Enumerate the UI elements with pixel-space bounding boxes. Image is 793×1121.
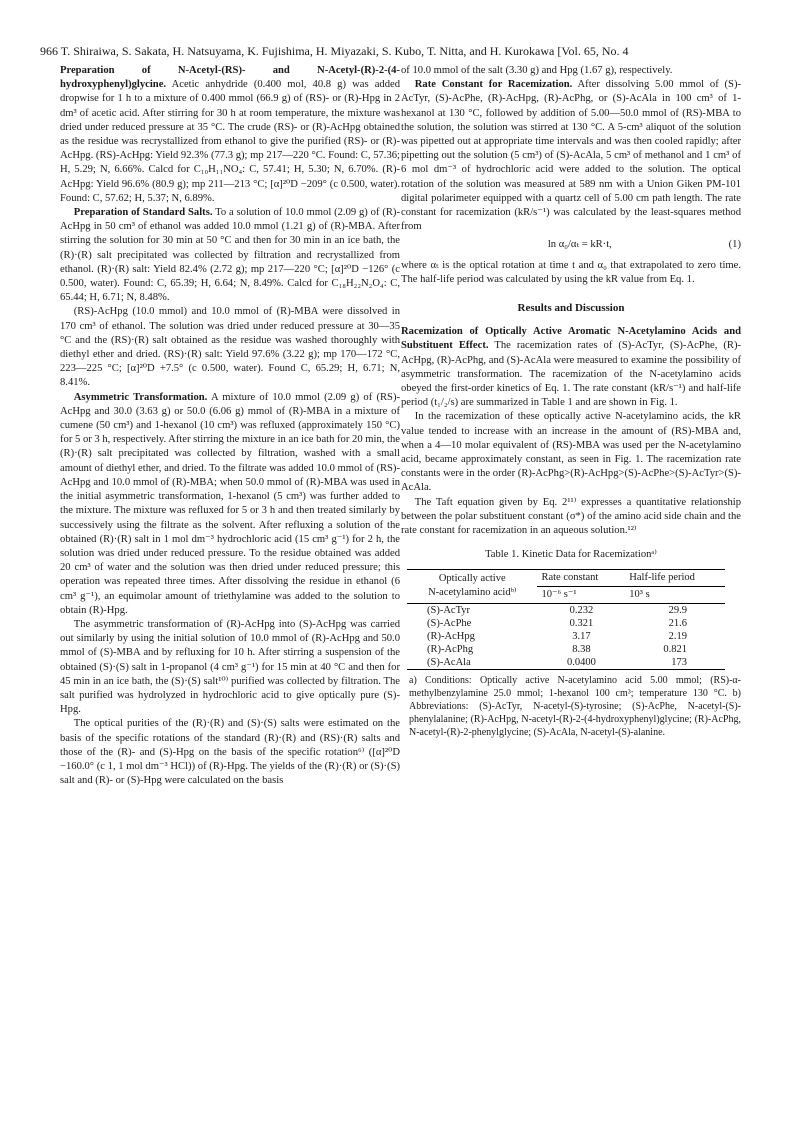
kinetic-data-table [407, 569, 725, 670]
table-footnote: a) Conditions: Optically active N-acetylamino acid 5.00 mmol; (RS)-α-methylbenzylamine 25.0 mmol; 1-hexanol 100 cm³; temperature 130 °C. b) Abbreviations: (S)-AcTyr, N-acetyl-(S)-tyrosine; (S)-AcPhe, N-acetyl-(S)-phenylalanine; (R)-AcHpg, N-acetyl-(R)-2-(4-hydroxyphenyl)glycine; (R)-AcPhg, N-acetyl-(R)-2-phenylglycine; (S)-AcAla, N-acetyl-(S)-alanine. [409, 674, 741, 738]
table-unit-half-life: 10³ s [625, 586, 725, 603]
paragraph-rate-constant [401, 78, 741, 234]
table-header-rate-constant: Rate constant [537, 569, 625, 586]
right-column [401, 64, 741, 739]
paragraph-text: The optical purities of the (R)·(R) and (S)·(S) salts were estimated on the basis of the specific rotations of the standard (R)·(R) and (RS)·(R) salts and those of the (R)- and (S)-Hpg on the basis of the specific rotation⁶⁾ ([α]²⁰D −160.0° (c 1, 1 mol dm⁻³ HCl)) of (R)-Hpg. The yields of the (R)·(R) or (S)·(S) salt and (R)- or (S)-Hpg were calculated on the basis [60, 718, 400, 787]
paragraph-after-equation: where αₜ is the optical rotation at time t and α₀ that extrapolated to zero time. The half-life period was calculated by using the kR value from Eq. 1. [401, 259, 741, 285]
paragraph-transformation-r-to-s [60, 618, 400, 717]
table-header-half-life: Half-life period [625, 569, 725, 586]
paragraph-rs-salt [60, 305, 400, 390]
paragraph-racemization [401, 325, 741, 410]
paragraph-text: The asymmetric transformation of (R)-AcHpg into (S)-AcHpg was carried out similarly by using the initial solution of 10.0 mmol of (R)-AcHpg and 50.0 mmol of (S)-MBA and by refluxing for 10 h. After stirring a suspension of the obtained (S)·(S) salt in 1-propanol (4 cm³ g⁻¹) for 15 min at 40 °C and then for 45 min in an ice bath, the (S)·(S) salt¹⁰⁾ purified was collected by filtration. The salt purified was hydrolyzed in hydrochloric acid to give optically pure (S)-Hpg. [60, 618, 400, 716]
equation-1 [401, 238, 741, 252]
table-header-compound: Optically active N-acetylamino acidᵇ⁾ [407, 569, 537, 603]
table-caption: Table 1. Kinetic Data for Racemizationᵃ⁾ [485, 549, 657, 561]
table-row: (R)-AcPhg 8.38 0.821 [427, 643, 687, 655]
paragraph-heading: Preparation of Standard Salts. [73, 207, 213, 219]
table-unit-rate-constant: 10⁻⁶ s⁻¹ [537, 586, 625, 603]
paragraph-taft: The Taft equation given by Eq. 2¹¹⁾ expresses a quantitative relationship between the polar substituent constant (σ*) of the amino acid side chain and the rate constant for racemization in an aqueous solution.¹²⁾ [401, 496, 741, 537]
paragraph-text: The racemization rates of (S)-AcTyr, (S)-AcPhe, (R)-AcHpg, (R)-AcPhg, and (S)-AcAla were measured to examine the possibility of asymmetric transformation. The racemization of the N-acetylamino acids obeyed the first-order kinetics of Eq. 1. The rate constant (kR/s⁻¹) and half-life period (t₁/₂/s) are summarized in Table 1 and are shown in Fig. 1. [401, 340, 741, 409]
paragraph-continuation: of 10.0 mmol of the salt (3.30 g) and Hpg (1.67 g), respectively. [401, 65, 673, 76]
paragraph-optical-purities [60, 717, 400, 788]
paragraph-standard-salts [60, 206, 400, 305]
paragraph-text: A mixture of 10.0 mmol (2.09 g) of (RS)-AcHpg and 30.0 (3.63 g) or 50.0 (6.06 g) mmol of (R)-MBA in a mixture of cumene (50 cm³) and 1-hexanol (10 cm³) was refluxed (approximately 150 °C) for 5 or 3 h, respectively. After stirring the mixture in an ice bath for 20 min, the (R)·(R) salt precipitated was collected by filtration, washed with a small amount of diethyl ether, and dried. To the filtrate was added 10.0 mmol of (RS)-AcHpg and 10.0 mmol of (R)-MBA; when 50.0 mmol of (R)-MBA was used in the initial asymmetric transformation, 1-hexanol (5 cm³) was further added to the mixture. The mixture was refluxed for 5 or 3 h and then treated similarly by successively using the filtrate as the solvent. After refluxing a solution of the obtained (R)·(R) salt in 1 mol dm⁻³ hydrochloric acid (15 cm³ g⁻¹) for 2 h, the solution was dried under reduced pressure. To the residue obtained was added 20 cm³ of water and the solution was then dried under reduced pressure; this operation was repeated three times. After dissolving the residue in ethanol (6 cm³ g⁻¹), an equimolar amount of triethylamine was added to the solution to obtain (R)-Hpg. [60, 391, 401, 616]
paragraph-text: To a solution of 10.0 mmol (2.09 g) of (R)-AcHpg in 50 cm³ of ethanol was added 10.0 mmol (1.21 g) of (R)-MBA. After stirring the solution for 30 min at 50 °C and then for 30 min in an ice bath, the (R)·(R) salt precipitated was collected by filtration and recrystallized from ethanol. (R)·(R) salt: Yield 82.4% (2.72 g); mp 217—220 °C; [α]²⁰D −126° (c 0.500, water). Found: C, 65.39; H, 6.64; N, 8.49%. Calcd for C₁₈H₂₂N₂O₄: C, 65.44; H, 6.71; N, 8.48%. [60, 207, 400, 304]
left-column [60, 64, 400, 788]
paragraph-heading: Preparation of N-Acetyl-(RS)- and N-Acetyl-(R)-2-(4-hydroxyphenyl)glycine. [60, 65, 400, 91]
paragraph-asymmetric-transformation [60, 391, 400, 618]
table-row: (S)-AcTyr 0.232 29.9 [427, 604, 687, 616]
paragraph-text: (RS)-AcHpg (10.0 mmol) and 10.0 mmol of (R)-MBA were dissolved in 170 cm³ of ethanol. The solution was dried under reduced pressure at 30—35 °C and the (RS)·(R) salt obtained as the residue was washed thoroughly with diethyl ether and dried. (RS)·(R) salt: Yield 97.6% (3.22 g); mp 170—172 °C, 223—225 °C; [α]²⁰D +7.5° (c 0.500, water). Found C, 65.29; H, 6.71; N, 8.41%. [60, 306, 400, 389]
paragraph-kr-trend: In the racemization of these optically active N-acetylamino acids, the kR value tended to increase with an increase in the amount of (RS)-MBA and, when a 4—10 molar equivalent of (RS)-MBA was used per the N-acetylamino acid, became approximately constant, as seen in Fig. 1. The racemization rate constants were in the order (R)-AcPhg>(R)-AcHpg>(S)-AcPhe>(S)-AcTyr>(S)-AcAla. [401, 411, 741, 494]
equation-number: (1) [728, 239, 741, 251]
table-row: (S)-AcPhe 0.321 21.6 [427, 617, 687, 629]
paragraph-text: After dissolving 5.00 mmol of (S)-AcTyr, (S)-AcPhe, (R)-AcHpg, (R)-AcPhg, or (S)-AcAla in 100 cm³ of 1-hexanol at 130 °C, followed by addition of 5.00—50.0 mmol of (RS)-MBA to the solution, the solution was stirred at 130 °C. A 5-cm³ aliquot of the solution was pipetted out at appropriate time intervals and was then cooled rapidly; after pipetting out the solution (5 cm³) of (S)-AcAla, 5 cm³ of methanol and 1 cm³ of 6 mol dm⁻³ of hydrochloric acid were added to the solution. The optical rotation of the solution was measured at 589 nm with a Union Giken PM-101 digital polarimeter equipped with a quartz cell of 5.00 cm path length. The rate constant for racemization (kR/s⁻¹) was calculated by the least-squares method from [401, 79, 741, 233]
table-row: (R)-AcHpg 3.17 2.19 [427, 630, 687, 642]
paragraph-heading: Rate Constant for Racemization. [414, 79, 573, 91]
subsection-heading: Racemization of Optically Active Aromatic N-Acetylamino Acids and Substituent Effect. [401, 326, 741, 352]
table-row: (S)-AcAla 0.0400 173 [407, 656, 725, 670]
paragraph-text: Acetic anhydride (0.400 mol, 40.8 g) was added dropwise for 1 h to a mixture of 0.400 mmol (66.9 g) of (RS)- or (R)-Hpg in 2 dm³ of acetic acid. After stirring for 30 h at room temperature, the mixture was dried under reduced pressure at 35 °C. The crude (RS)- or (R)-AcHpg obtained as the residue was recrystallized from ethanol to give the purified (RS)- or (R)-AcHpg. (RS)-AcHpg: Yield 92.3% (77.3 g); mp 217—220 °C. Found: C, 57.36; H, 5.29; N, 6.66%. Calcd for C₁₀H₁₁NO₄: C, 57.41; H, 5.30; N, 6.70%. (R)-AcHpg: Yield 96.6% (80.9 g); mp 211—213 °C; [α]²⁰D −209° (c 0.500, water). Found: C, 57.62; H, 5.37; N, 6.89%. [60, 79, 400, 204]
section-title: Results and Discussion [517, 302, 625, 315]
paragraph-heading: Asymmetric Transformation. [73, 391, 208, 403]
equation-body: ln α₀/αₜ = kR·t, [547, 239, 612, 251]
paragraph-preparation-achpg [60, 64, 400, 206]
running-head: 966 T. Shiraiwa, S. Sakata, H. Natsuyama, K. Fujishima, H. Miyazaki, S. Kubo, T. Nitta, and H. Kurokawa [Vol. 65, No. 4 [40, 44, 629, 58]
